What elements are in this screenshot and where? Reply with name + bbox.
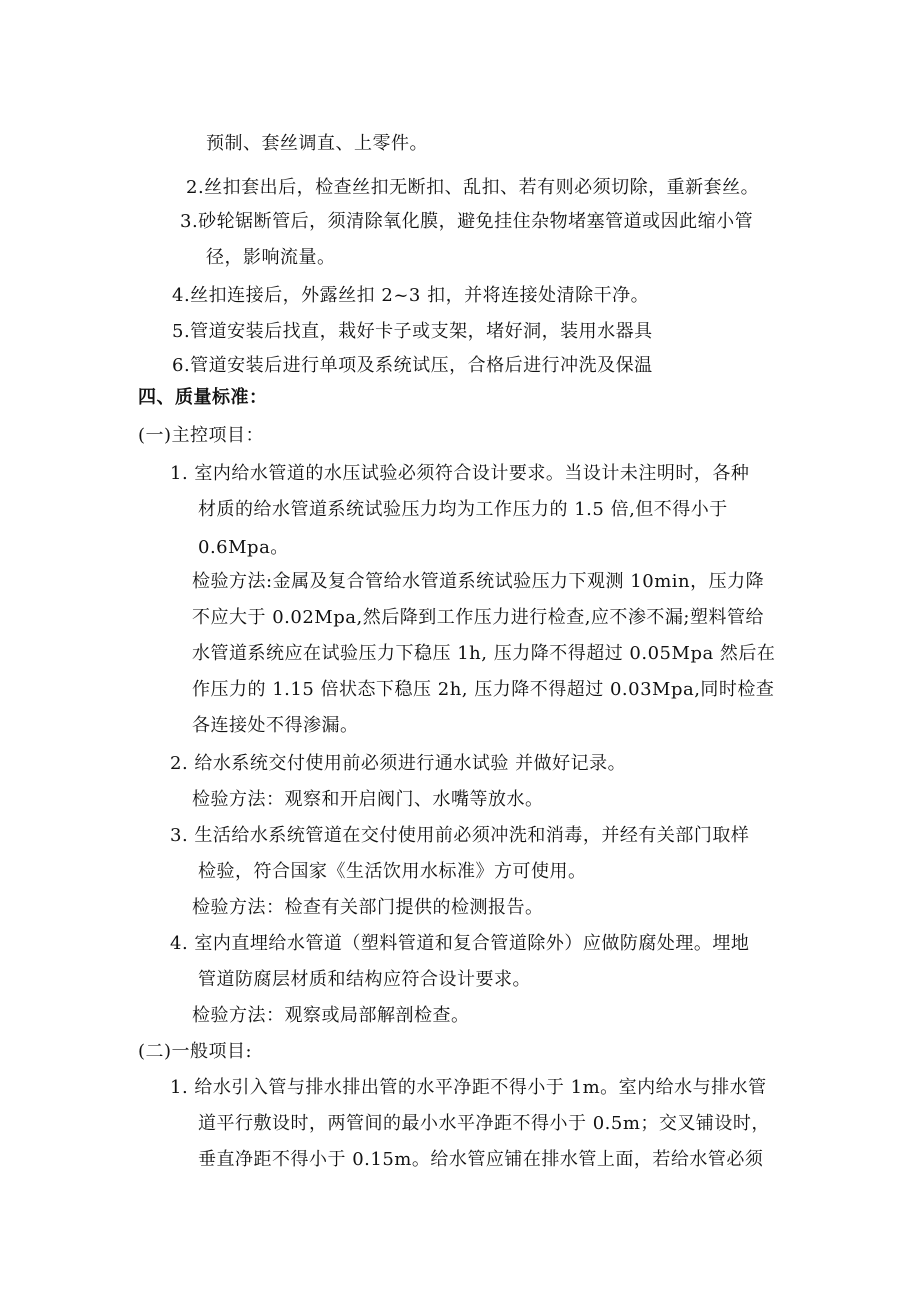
text-line: 2.丝扣套出后，检查丝扣无断扣、乱扣、若有则必须切除，重新套丝。 <box>186 177 760 198</box>
text-line: 水管道系统应在试验压力下稳压 1h, 压力降不得超过 0.05Mpa 然后在 <box>192 643 776 664</box>
text-line: 不应大于 0.02Mpa,然后降到工作压力进行检查,应不渗不漏;塑料管给 <box>192 607 764 628</box>
section-heading: 四、质量标准： <box>138 387 268 408</box>
text-line: 1. 室内给水管道的水压试验必须符合设计要求。当设计未注明时，各种 <box>170 463 750 484</box>
text-line: 检验方法：观察和开启阀门、水嘴等放水。 <box>192 789 544 810</box>
subsection-heading: (一)主控项目： <box>138 425 265 446</box>
text-line: 4.丝扣连接后，外露丝扣 2~3 扣，并将连接处清除干净。 <box>172 285 650 306</box>
text-line: 材质的给水管道系统试验压力均为工作压力的 1.5 倍,但不得小于 <box>198 499 728 520</box>
text-line: 道平行敷设时，两管间的最小水平净距不得小于 0.5m；交叉铺设时， <box>198 1113 770 1134</box>
text-line: 各连接处不得渗漏。 <box>192 715 359 736</box>
text-line: 径，影响流量。 <box>206 247 336 268</box>
text-line: 管道防腐层材质和结构应符合设计要求。 <box>198 969 531 990</box>
text-line: 检验，符合国家《生活饮用水标准》方可使用。 <box>198 861 587 882</box>
text-line: 2. 给水系统交付使用前必须进行通水试验 并做好记录。 <box>170 753 627 774</box>
text-line: 3.砂轮锯断管后，须清除氧化膜，避免挂住杂物堵塞管道或因此缩小管 <box>180 211 754 232</box>
text-line: 预制、套丝调直、上零件。 <box>206 133 428 154</box>
text-line: 1. 给水引入管与排水排出管的水平净距不得小于 1m。室内给水与排水管 <box>170 1077 767 1098</box>
text-line: 5.管道安装后找直，栽好卡子或支架，堵好洞，装用水器具 <box>172 321 653 342</box>
text-line: 检验方法:金属及复合管给水管道系统试验压力下观测 10min，压力降 <box>192 571 765 592</box>
text-line: 0.6Mpa。 <box>198 537 289 558</box>
text-line: 作压力的 1.15 倍状态下稳压 2h, 压力降不得超过 0.03Mpa,同时检查 <box>192 679 775 700</box>
text-line: 垂直净距不得小于 0.15m。给水管应铺在排水管上面，若给水管必须 <box>198 1149 764 1170</box>
text-line: 4. 室内直埋给水管道（塑料管道和复合管道除外）应做防腐处理。埋地 <box>170 933 750 954</box>
text-line: 3. 生活给水系统管道在交付使用前必须冲洗和消毒，并经有关部门取样 <box>170 825 750 846</box>
subsection-heading: (二)一般项目: <box>138 1041 253 1062</box>
text-line: 检验方法：检查有关部门提供的检测报告。 <box>192 897 544 918</box>
text-line: 6.管道安装后进行单项及系统试压，合格后进行冲洗及保温 <box>172 355 653 376</box>
text-line: 检验方法：观察或局部解剖检查。 <box>192 1005 470 1026</box>
